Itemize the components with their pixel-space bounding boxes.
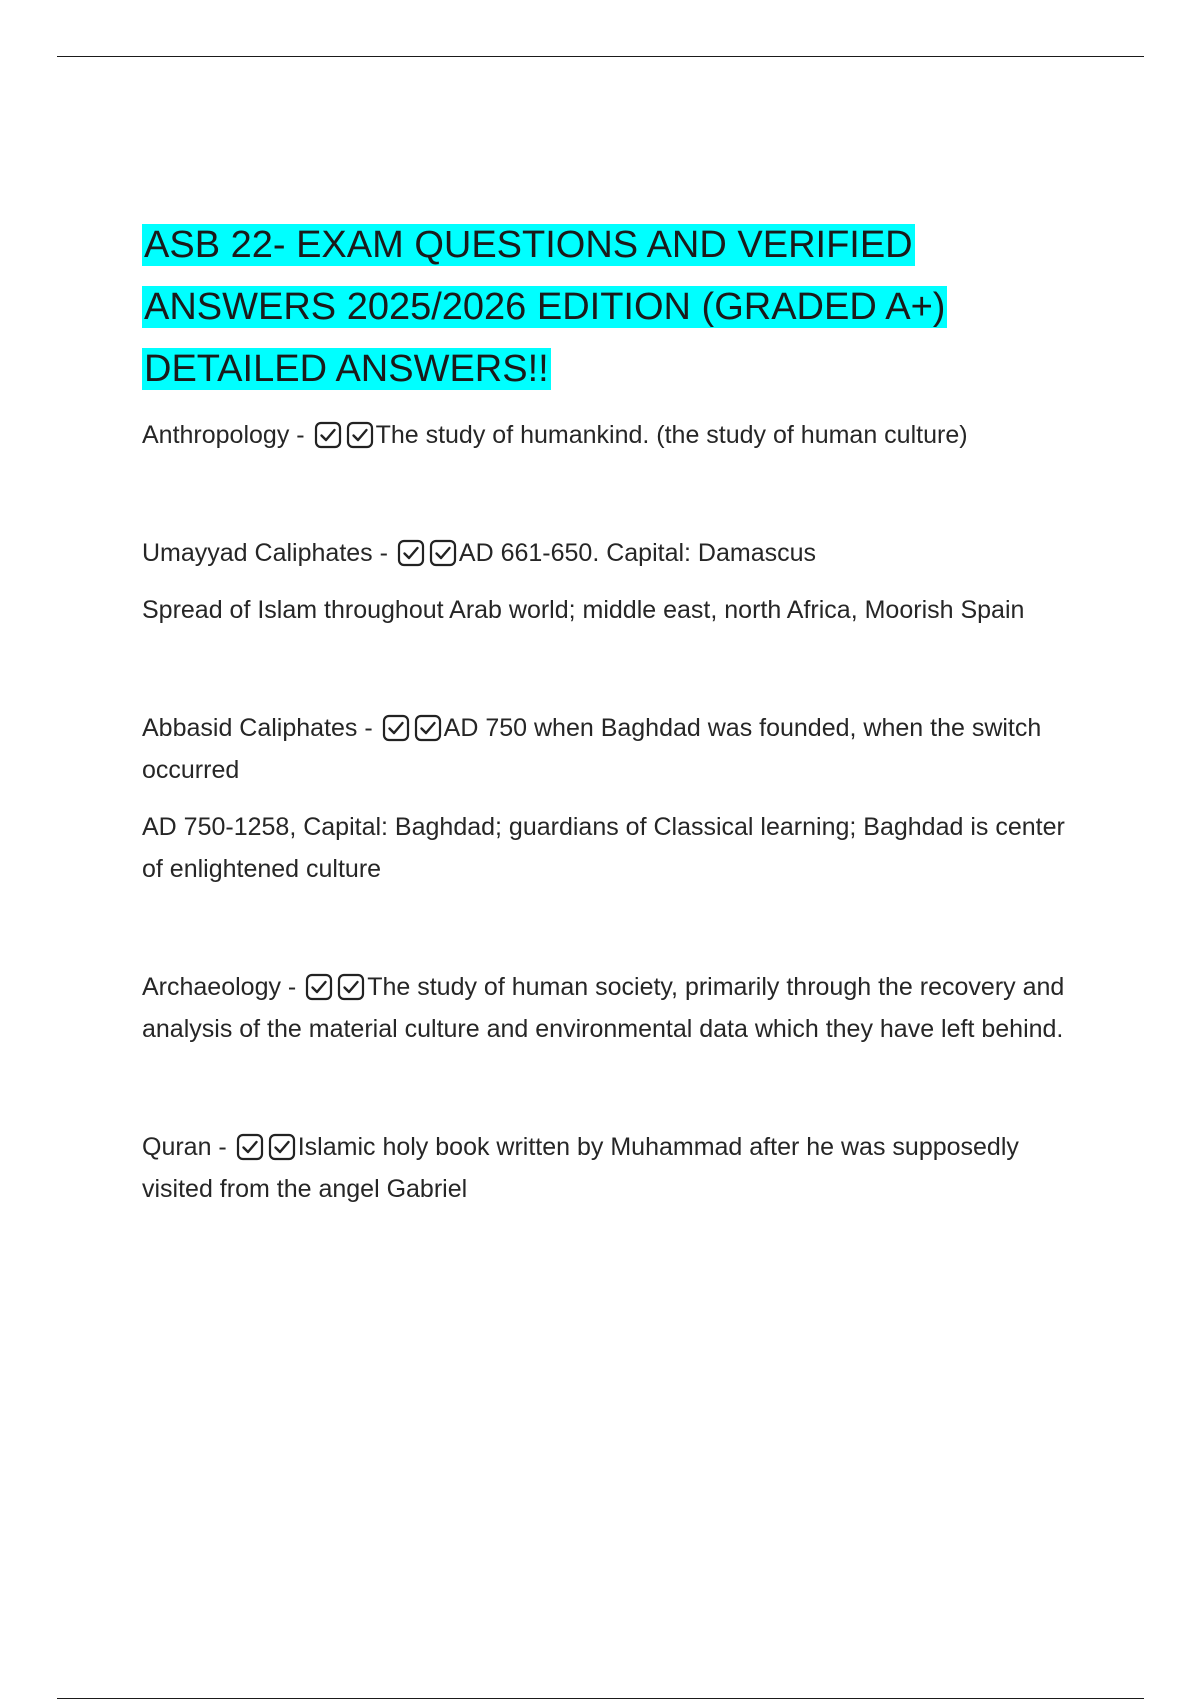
checkbox-checked-icon (236, 1133, 264, 1161)
checkbox-checked-icon (429, 539, 457, 567)
entry-abbasid-caliphates (142, 707, 1082, 890)
entry-anthropology (142, 414, 1082, 456)
checkbox-checked-icon (397, 539, 425, 567)
document-body (142, 214, 1082, 1210)
entry-definition: AD 750 when Baghdad was founded, when the switch occurred (142, 714, 1042, 784)
entry-umayyad-caliphates (142, 532, 1082, 631)
document-title-highlight: ASB 22- EXAM QUESTIONS AND VERIFIED ANSWERS 2025/2026 EDITION (GRADED A+) DETAILED ANSWERS!! (144, 224, 946, 390)
entry-term: Umayyad Caliphates - (142, 539, 388, 567)
entry-extra: AD 750-1258, Capital: Baghdad; guardians of Classical learning; Baghdad is center of enlightened culture (142, 813, 1065, 883)
entry-definition: The study of human society, primarily through the recovery and analysis of the material culture and environmental data which they have left behind. (142, 973, 1065, 1043)
entry-definition: Islamic holy book written by Muhammad after he was supposedly visited from the angel Gabriel (142, 1133, 1019, 1203)
entry-definition: AD 661-650. Capital: Damascus (458, 539, 817, 567)
entry-term: Anthropology - (142, 421, 305, 449)
entry-term: Abbasid Caliphates - (142, 714, 373, 742)
document-title (142, 214, 1082, 400)
checkbox-checked-icon (414, 714, 442, 742)
checkbox-checked-icon (314, 421, 342, 449)
entry-term: Quran - (142, 1133, 227, 1161)
bottom-rule (57, 1698, 1144, 1699)
checkbox-checked-icon (382, 714, 410, 742)
top-rule (57, 56, 1144, 57)
checkbox-checked-icon (305, 973, 333, 1001)
entry-archaeology (142, 966, 1082, 1050)
entry-line (142, 1126, 1082, 1210)
checkbox-checked-icon (346, 421, 374, 449)
entry-line (142, 532, 1082, 574)
entry-line (142, 414, 1082, 456)
checkbox-checked-icon (268, 1133, 296, 1161)
entry-term: Archaeology - (142, 973, 297, 1001)
entry-definition: The study of humankind. (the study of human culture) (375, 421, 968, 449)
entry-quran (142, 1126, 1082, 1210)
entry-extra: Spread of Islam throughout Arab world; middle east, north Africa, Moorish Spain (142, 596, 1025, 624)
checkbox-checked-icon (337, 973, 365, 1001)
entry-line (142, 966, 1082, 1050)
entry-line (142, 707, 1082, 791)
